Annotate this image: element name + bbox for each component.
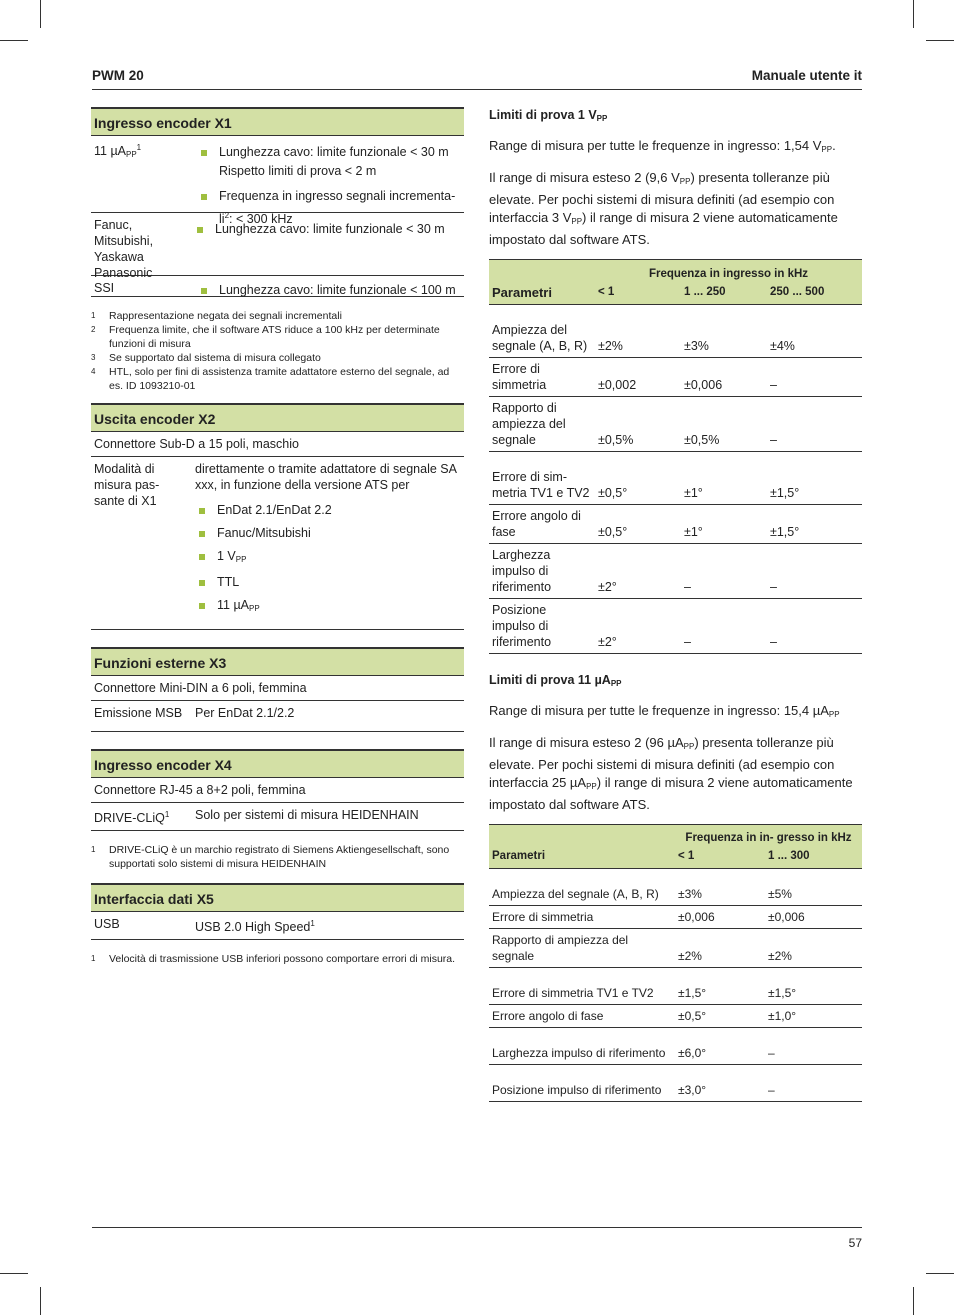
x5-row-value: USB 2.0 High Speed$^1$ [195,919,315,934]
footnote: 2 Frequenza limite, che il software ATS riduce a 100 kHz per determinate funzioni di misura [91,324,440,350]
footnote: 1 DRIVE-CLiQ è un marchio registrato di Siemens Aktiengesellschaft, sono supportati solo sistemi di misura HEIDENHAIN [91,844,450,870]
value-cell: ±1° [681,452,767,505]
footnote: 1 Rappresentazione negata dei segnali incrementali [91,310,342,322]
param-cell: Posizione impulso di riferimento [489,1065,675,1102]
x1-row-value [183,213,464,275]
crop-mark [913,0,914,28]
value-cell: – [765,1065,862,1102]
param-cell: Errore di simmetria TV1 e TV2 [489,968,675,1005]
ua-paragraph-1: Range di misura per tutte le frequenze in ingresso: 15,4 µA$_{PP}$ [489,703,840,719]
value-cell: ±3% [675,869,765,906]
doc-title: PWM 20 [92,68,144,83]
table-row [489,358,862,397]
table-row [489,544,862,599]
value-cell: – [681,599,767,654]
value-cell: – [767,358,862,397]
x2-row-key: Modalità di misura pas- sante di X1 [94,462,160,508]
value-cell: – [767,599,862,654]
value-cell: ±1,5° [767,452,862,505]
header-rule [92,89,862,90]
value-cell: ±5% [765,869,862,906]
value-cell: ±0,006 [765,906,862,929]
table-row [489,929,862,968]
param-cell: Larghezza impulso di riferimento [489,1028,675,1065]
value-cell: ±2° [595,544,681,599]
table-row [489,1005,862,1028]
x3-connector: Connettore Mini-DIN a 6 poli, femmina [91,676,464,701]
value-cell: – [765,1028,862,1065]
value-cell: ±2% [765,929,862,968]
crop-mark [0,40,28,41]
table-row [489,869,862,906]
param-cell: Larghezza impulso di riferimento [489,544,595,599]
crop-mark [0,1273,28,1274]
param-cell: Rapporto di ampiezza del segnale [489,929,675,968]
param-cell: Errore di simmetria [489,358,595,397]
x2-row [91,457,464,630]
column-header: Frequenza in in- gresso in kHz [675,825,862,848]
page-number: 57 [848,1236,862,1250]
x5-title: Interfaccia dati X5 [91,883,464,912]
x4-connector: Connettore RJ-45 a 8+2 poli, femmina [91,778,464,803]
table-row [489,1028,862,1065]
value-cell: ±0,006 [675,906,765,929]
x1-row-key: SSI [94,281,115,295]
value-cell: ±2% [675,929,765,968]
doc-section: Manuale utente it [751,68,862,83]
table-row [489,599,862,654]
list-item: Lunghezza cavo: limite funzionale < 100 m [199,281,461,300]
value-cell: – [767,397,862,452]
crop-mark [40,0,41,28]
x1-row-key: Fanuc, Mitsubishi, Yaskawa Panasonic [94,218,154,280]
vpp-paragraph-2: Il range di misura esteso 2 (9,6 $V_{PP}$) presenta tolleranze più elevate. Per pochi sistemi di misura definiti (ad esempio con interfaccia 3 $V_{PP}$) il range di misura 2 viene automaticamente impostato dal software ATS. [489,170,838,247]
page-header [92,68,862,86]
column-header: 1 ... 300 [765,847,862,869]
value-cell: ±1° [681,505,767,544]
x2-title: Uscita encoder X2 [91,403,464,432]
value-cell: ±3,0° [675,1065,765,1102]
left-column [91,107,464,966]
value-cell: ±0,5% [595,397,681,452]
x4-footnote [91,843,464,871]
vpp-title: Limiti di prova 1 $V_{PP}$ [489,108,608,123]
param-cell: Errore di sim- metria TV1 e TV2 [489,452,595,505]
value-cell: ±0,5° [595,505,681,544]
list-item: 11 µA$_{PP}$ [197,596,461,618]
param-cell: Errore angolo di fase [489,1005,675,1028]
list-item: Lunghezza cavo: limite funzionale < 30 m Rispetto limiti di prova < 2 m [199,143,461,181]
ua-title: Limiti di prova 11 µA$_{PP}$ [489,673,622,688]
value-cell: ±1,5° [675,968,765,1005]
x1-row-key: 11 µA$_{PP}^1$ [94,143,142,159]
value-cell: ±1,0° [765,1005,862,1028]
x3-row-key: Emissione MSB [94,706,183,720]
value-cell: ±2% [595,305,681,358]
x5-row-key: USB [94,917,120,931]
crop-mark [913,1287,914,1315]
column-header: 250 ... 500 [767,283,862,305]
footnote: 1 Velocità di trasmissione USB inferiori possono comportare errori di misura. [91,953,456,965]
param-cell: Ampiezza del segnale (A, B, R) [489,305,595,358]
x3-title: Funzioni esterne X3 [91,647,464,676]
table-row [489,505,862,544]
value-cell: ±1,5° [767,505,862,544]
table-row [489,305,862,358]
param-cell: Errore angolo di fase [489,505,595,544]
right-column [489,105,862,1102]
x1-title: Ingresso encoder X1 [91,107,464,136]
x4-row-key: DRIVE-CLiQ$^1$ [94,810,170,825]
vpp-table [489,259,862,654]
value-cell: ±0,006 [681,358,767,397]
x5-row [91,912,464,940]
footnote: 3 Se supportato dal sistema di misura collegato [91,352,321,364]
x2-description: direttamente o tramite adattatore di segnale SA xxx, in funzione della versione ATS per [195,462,457,492]
x3-row-value: Per EnDat 2.1/2.2 [195,706,295,720]
table-row [489,397,862,452]
column-header: < 1 [675,847,765,869]
list-item: TTL [197,573,461,592]
vpp-paragraph-1: Range di misura per tutte le frequenze in ingresso: 1,54 $V_{PP}$. [489,138,836,154]
crop-mark [40,1287,41,1315]
x1-row [91,276,464,297]
ua-paragraph-2: Il range di misura esteso 2 (96 µA$_{PP}$) presenta tolleranze più elevate. Per pochi sistemi di misura definiti (ad esempio con interfaccia 25 µA$_{PP}$) il range di misura 2 viene automaticamente impostato dal software ATS. [489,735,853,812]
value-cell: ±1,5° [765,968,862,1005]
value-cell: ±0,002 [595,358,681,397]
value-cell: ±2° [595,599,681,654]
x1-footnotes [91,309,464,393]
column-header: < 1 [595,283,681,305]
x5-footnote [91,952,464,966]
table-row [489,1065,862,1102]
column-header: Parametri [489,260,595,305]
column-header: Frequenza in ingresso in kHz [595,260,862,284]
value-cell: ±4% [767,305,862,358]
value-cell: ±6,0° [675,1028,765,1065]
value-cell: ±0,5% [681,397,767,452]
x4-title: Ingresso encoder X4 [91,749,464,778]
value-cell: ±0,5° [595,452,681,505]
value-cell: ±3% [681,305,767,358]
param-cell: Errore di simmetria [489,906,675,929]
value-cell: – [767,544,862,599]
column-header: 1 ... 250 [681,283,767,305]
value-cell: ±0,5° [675,1005,765,1028]
footer-rule [92,1227,862,1228]
list-item: EnDat 2.1/EnDat 2.2 [197,501,461,520]
value-cell: – [681,544,767,599]
list-item: Frequenza in ingresso segnali incrementa- $li^2$: < 300 kHz [199,187,461,229]
x4-row-value: Solo per sistemi di misura HEIDENHAIN [195,808,419,822]
x4-row [91,803,464,831]
x1-row-value [187,136,464,226]
param-cell: Ampiezza del segnale (A, B, R) [489,869,675,906]
x2-row-value [192,457,464,629]
list-item: Lunghezza cavo: limite funzionale < 30 m [195,220,461,239]
param-cell: Posizione impulso di riferimento [489,599,595,654]
param-cell: Rapporto di ampiezza del segnale [489,397,595,452]
footnote: 4 HTL, solo per fini di assistenza tramite adattatore esterno del segnale, ad es. ID 1093210-01 [91,366,450,392]
crop-mark [926,1273,954,1274]
x1-row [91,136,464,226]
crop-mark [926,40,954,41]
x3-row [91,701,464,732]
column-header: Parametri [489,825,675,869]
table-row [489,906,862,929]
x1-row [91,213,464,280]
x1-row-value [187,276,464,296]
list-item: 1 $V_{PP}$ [197,547,461,569]
ua-table [489,824,862,1102]
list-item: Fanuc/Mitsubishi [197,524,461,543]
x2-connector: Connettore Sub-D a 15 poli, maschio [91,432,464,457]
table-row [489,968,862,1005]
table-row [489,452,862,505]
